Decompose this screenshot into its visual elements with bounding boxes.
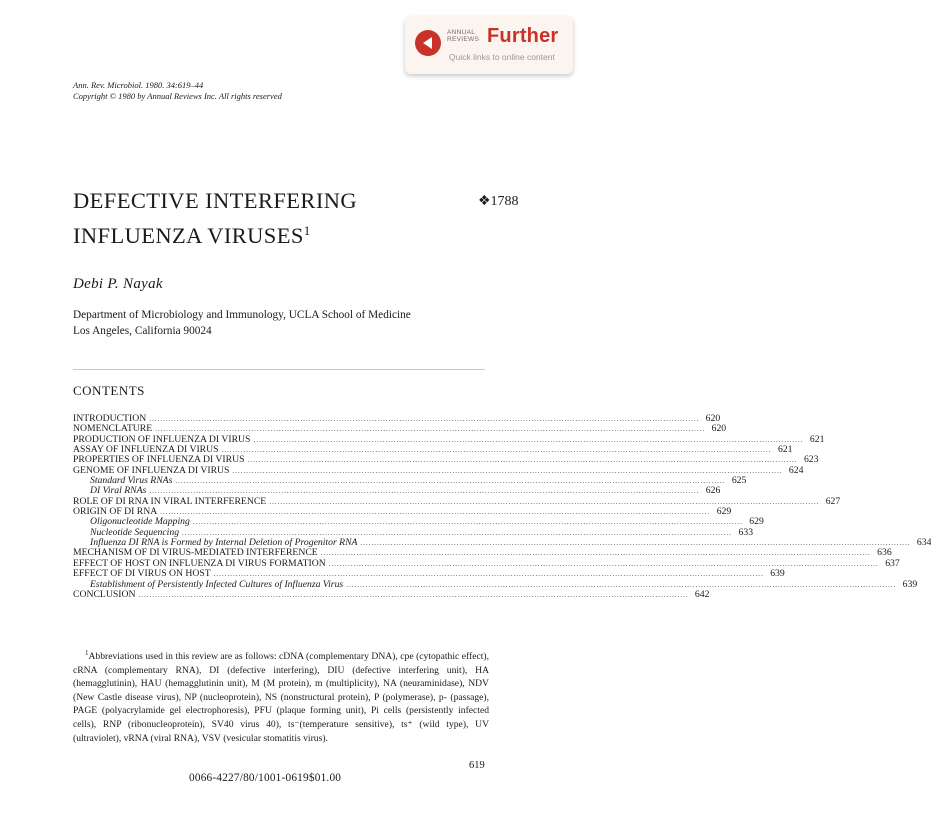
toc-entry-title: GENOME OF INFLUENZA DI VIRUS bbox=[73, 464, 230, 476]
footnote-mark: 1 bbox=[85, 649, 89, 657]
affiliation-line-1: Department of Microbiology and Immunology, UCLA School of Medicine bbox=[73, 309, 411, 321]
toc-entry-title: ORIGIN OF DI RNA bbox=[73, 506, 158, 518]
toc-leader-dots: ........................................................................................................................................................................................................ bbox=[213, 570, 764, 579]
toc-entry-page: 637 bbox=[885, 557, 900, 569]
badge-further-text: Further bbox=[487, 25, 559, 47]
badge-subtitle[interactable]: Quick links to online content bbox=[449, 52, 555, 62]
document-code: 0066-4227/80/1001-0619$01.00 bbox=[189, 772, 342, 784]
author-name: Debi P. Nayak bbox=[73, 276, 163, 292]
toc-leader-dots: ........................................................................................................................................................................................................ bbox=[155, 425, 706, 434]
annual-reviews-label bbox=[447, 29, 479, 43]
toc-leader-dots: ........................................................................................................................................................................................................ bbox=[175, 477, 726, 486]
toc-leader-dots: ........................................................................................................................................................................................................ bbox=[182, 528, 733, 537]
toc-entry-title: INTRODUCTION bbox=[73, 413, 147, 424]
contents-heading: CONTENTS bbox=[73, 383, 145, 398]
toc-leader-dots: ........................................................................................................................................................................................................ bbox=[328, 559, 879, 568]
toc-entry-page: 621 bbox=[809, 433, 825, 445]
page-number: 619 bbox=[469, 760, 485, 771]
toc-entry-title: Influenza DI RNA is Formed by Internal Deletion of Progenitor RNA bbox=[90, 537, 358, 549]
toc-entry-page: 634 bbox=[916, 537, 931, 549]
toc-entry-title: DI Viral RNAs bbox=[90, 485, 147, 497]
journal-citation: Ann. Rev. Microbiol. 1980. 34:619–44 bbox=[73, 80, 204, 90]
further-badge[interactable] bbox=[405, 16, 573, 74]
toc-leader-dots: ........................................................................................................................................................................................................ bbox=[149, 415, 700, 423]
toc-entry-page: 639 bbox=[902, 578, 918, 590]
toc-leader-dots: ........................................................................................................................................................................................................ bbox=[221, 446, 772, 455]
footnote-text: Abbreviations used in this review are as follows: cDNA (complementary DNA), cpe (cytopathic effect), cRNA (complementary RNA), DI (defective interfering), DIU (defective interfering unit), HA (hemagglutinin), HAU (hemagglutinin unit), M (M protein), m (multiplicity), NA (neuraminidase), NDV (New Castle disease virus), NP (nucleoprotein), NS (nonstructural protein), P (polymerase), p- (passage), PAGE (polyacrylamide gel electrophoresis), PFU (plaque forming unit), Pi cells (persistently infected cells), RNP (ribonucleoprotein), SV40 virus 40), ts⁻(temperature sensitive), ts⁺ (wild type), UV (ultraviolet), vRNA (viral RNA), VSV (vesicular stomatitis virus). bbox=[73, 651, 489, 744]
table-of-contents bbox=[73, 413, 931, 600]
toc-entry-title: PRODUCTION OF INFLUENZA DI VIRUS bbox=[73, 433, 251, 445]
toc-entry-title: MECHANISM OF DI VIRUS-MEDIATED INTERFERENCE bbox=[73, 547, 318, 559]
copyright-notice: Copyright © 1980 by Annual Reviews Inc. All rights reserved bbox=[73, 91, 282, 101]
journal-citation-block bbox=[73, 80, 282, 102]
toc-leader-dots: ........................................................................................................................................................................................................ bbox=[149, 487, 700, 496]
toc-leader-dots: ........................................................................................................................................................................................................ bbox=[269, 497, 820, 506]
toc-entry-title: Oligonucleotide Mapping bbox=[90, 516, 190, 528]
toc-entry-page: 624 bbox=[788, 464, 804, 476]
toc-leader-dots: ........................................................................................................................................................................................................ bbox=[320, 549, 871, 558]
toc-entry-title: ROLE OF DI RNA IN VIRAL INTERFERENCE bbox=[73, 495, 267, 507]
title-line-2-text: INFLUENZA VIRUSES bbox=[73, 223, 304, 248]
toc-leader-dots: ........................................................................................................................................................................................................ bbox=[253, 435, 804, 444]
toc-leader-dots: ........................................................................................................................................................................................................ bbox=[192, 518, 743, 527]
back-arrow-icon bbox=[415, 30, 441, 56]
toc-leader-dots: ........................................................................................................................................................................................................ bbox=[160, 508, 711, 517]
divider bbox=[73, 369, 485, 370]
toc-entry-page: 627 bbox=[825, 495, 841, 507]
toc-entry[interactable] bbox=[73, 588, 710, 600]
toc-entry-title: EFFECT OF DI VIRUS ON HOST bbox=[73, 568, 211, 580]
abbreviations-footnote bbox=[73, 647, 489, 745]
toc-leader-dots: ........................................................................................................................................................................................................ bbox=[346, 580, 897, 589]
toc-entry-page: 642 bbox=[694, 588, 710, 600]
toc-entry-page: 639 bbox=[770, 568, 785, 580]
toc-entry[interactable] bbox=[73, 568, 785, 580]
toc-entry-page: 629 bbox=[716, 506, 732, 518]
toc-entry-title: NOMENCLATURE bbox=[73, 423, 153, 435]
toc-entry-title: PROPERTIES OF INFLUENZA DI VIRUS bbox=[73, 454, 245, 466]
article-title bbox=[73, 186, 357, 251]
title-line-1: DEFECTIVE INTERFERING bbox=[73, 188, 358, 213]
affiliation bbox=[73, 307, 411, 339]
toc-entry[interactable] bbox=[73, 578, 918, 590]
toc-entry-title: EFFECT OF HOST ON INFLUENZA DI VIRUS FORMATION bbox=[73, 557, 326, 569]
toc-entry-title: Standard Virus RNAs bbox=[90, 475, 173, 487]
affiliation-line-2: Los Angeles, California 90024 bbox=[73, 325, 212, 337]
title-footnote-mark: 1 bbox=[303, 223, 311, 238]
badge-reviews-text: REVIEWS bbox=[447, 36, 480, 43]
toc-entry-title: Nucleotide Sequencing bbox=[90, 526, 180, 538]
title-line-2 bbox=[73, 216, 357, 251]
toc-entry-page: 623 bbox=[803, 454, 819, 466]
toc-entry-page: 626 bbox=[705, 485, 721, 497]
toc-leader-dots: ........................................................................................................................................................................................................ bbox=[247, 456, 798, 465]
badge-annual-text: ANNUAL bbox=[447, 29, 476, 36]
toc-entry-page: 633 bbox=[738, 526, 754, 538]
article-number: ❖1788 bbox=[478, 194, 519, 209]
toc-entry-title: Establishment of Persistently Infected Cultures of Influenza Virus bbox=[90, 578, 344, 590]
toc-entry-page: 629 bbox=[749, 516, 764, 528]
toc-entry-page: 620 bbox=[711, 423, 727, 435]
toc-leader-dots: ........................................................................................................................................................................................................ bbox=[138, 590, 689, 599]
toc-entry-page: 625 bbox=[731, 475, 747, 487]
toc-entry-page: 636 bbox=[877, 547, 892, 559]
toc-entry-page: 621 bbox=[777, 444, 793, 456]
toc-leader-dots: ........................................................................................................................................................................................................ bbox=[360, 539, 911, 548]
toc-entry-page: 620 bbox=[705, 413, 721, 424]
toc-entry-title: ASSAY OF INFLUENZA DI VIRUS bbox=[73, 444, 219, 456]
toc-entry-title: CONCLUSION bbox=[73, 588, 136, 600]
toc-leader-dots: ........................................................................................................................................................................................................ bbox=[232, 466, 783, 475]
